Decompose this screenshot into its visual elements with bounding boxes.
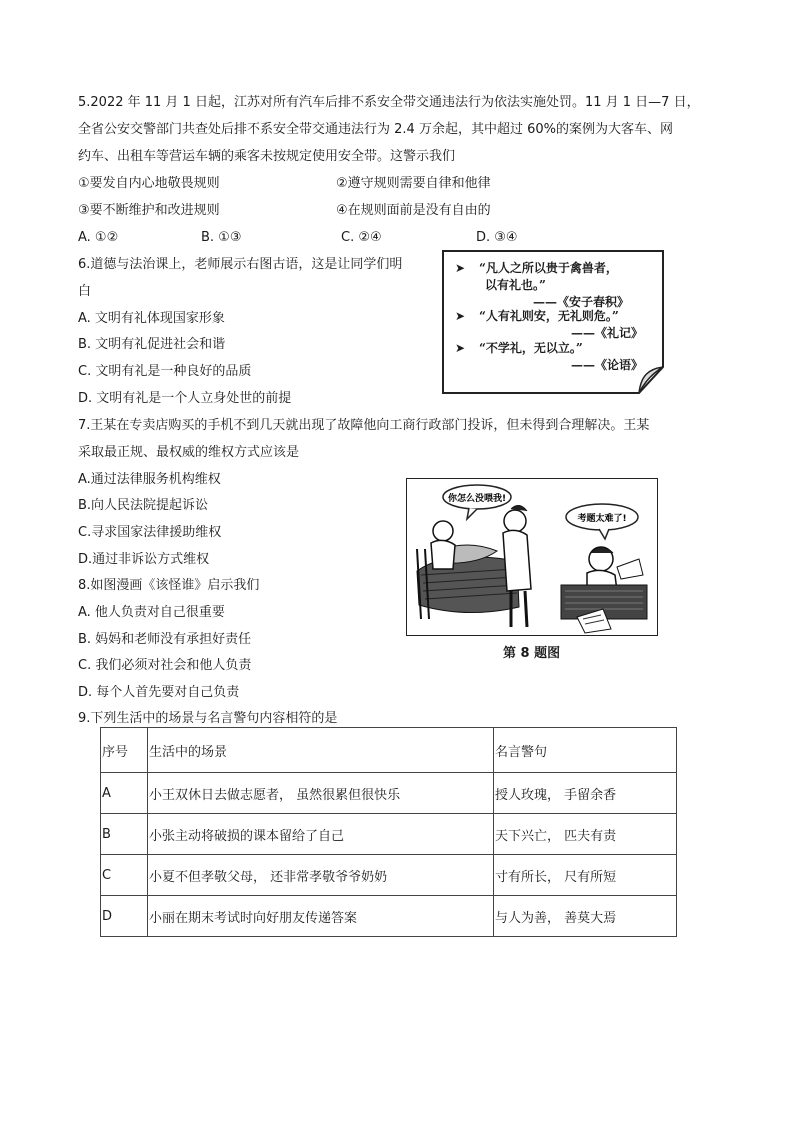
comic-drawing xyxy=(407,479,657,635)
q5-statement-3: ③要不断维护和改进规则 xyxy=(78,203,220,218)
q7-option-b: B.向人民法院提起诉讼 xyxy=(78,498,209,513)
table-row xyxy=(101,814,677,855)
quote-3-source: ——《论语》 xyxy=(571,358,644,372)
q5-option-c: C. ②④ xyxy=(341,230,382,245)
q7-stem-line1: 7.王某在专卖店购买的手机不到几天就出现了故障他向工商行政部门投诉，但未得到合理解决。王某 xyxy=(78,418,650,433)
q6-stem-line1: 6.道德与法治课上，老师展示右图古语，这是让同学们明 xyxy=(78,257,403,272)
arrow-bullet-icon: ➤ xyxy=(455,261,466,275)
q5-option-d: D. ③④ xyxy=(476,230,518,245)
row-label: A xyxy=(101,773,148,814)
q5-stem-line1: 5.2022 年 11 月 1 日起，江苏对所有汽车后排不系安全带交通违法行为依法实施处罚。11 月 1 日—7 日， xyxy=(78,95,700,110)
q5-stem-line2: 全省公安交警部门共查处后排不系安全带交通违法行为 2.4 万余起，其中超过 60%的案例为大客车、网 xyxy=(78,122,673,137)
q7-option-d: D.通过非诉讼方式维权 xyxy=(78,552,210,567)
scene-quote-table xyxy=(100,727,677,937)
row-label: C xyxy=(101,855,148,896)
scene-cell: 小张主动将破损的课本留给了自己 xyxy=(148,814,494,855)
q8-option-b: B. 妈妈和老师没有承担好责任 xyxy=(78,632,252,647)
q8-option-d: D. 每个人首先要对自己负责 xyxy=(78,685,240,700)
left-bubble-text: 你怎么没喂我! xyxy=(447,494,507,504)
comic-caption: 第 8 题图 xyxy=(503,646,561,661)
row-label: D xyxy=(101,896,148,937)
header-cell: 名言警句 xyxy=(494,728,677,773)
q5-statement-1: ①要发自内心地敬畏规则 xyxy=(78,176,220,191)
q6-option-a: A. 文明有礼体现国家形象 xyxy=(78,311,225,326)
q6-option-b: B. 文明有礼促进社会和谐 xyxy=(78,337,226,352)
arrow-bullet-icon: ➤ xyxy=(455,341,466,355)
header-cell: 序号 xyxy=(101,728,148,773)
quote-3-line1: “不学礼，无以立。” xyxy=(479,341,583,355)
table-row xyxy=(101,855,677,896)
q5-statement-2: ②遵守规则需要自律和他律 xyxy=(336,176,491,191)
quote-2-source: ——《礼记》 xyxy=(571,326,644,340)
table-row xyxy=(101,773,677,814)
q9-stem: 9.下列生活中的场景与名言警句内容相符的是 xyxy=(78,711,338,726)
scene-cell: 小丽在期末考试时向好朋友传递答案 xyxy=(148,896,494,937)
scene-cell: 小夏不但孝敬父母， 还非常孝敬爷爷奶奶 xyxy=(148,855,494,896)
ancient-quotes-card xyxy=(441,249,667,396)
q7-option-a: A.通过法律服务机构维权 xyxy=(78,472,221,487)
quote-cell: 授人玫瑰， 手留余香 xyxy=(494,773,677,814)
q6-option-c: C. 文明有礼是一种良好的品质 xyxy=(78,364,252,379)
q8-option-a: A. 他人负责对自己很重要 xyxy=(78,605,225,620)
row-label: B xyxy=(101,814,148,855)
arrow-bullet-icon: ➤ xyxy=(455,309,466,323)
table-row xyxy=(101,896,677,937)
quote-cell: 天下兴亡， 匹夫有责 xyxy=(494,814,677,855)
q6-option-d: D. 文明有礼是一个人立身处世的前提 xyxy=(78,391,292,406)
q8-stem: 8.如图漫画《该怪谁》启示我们 xyxy=(78,578,260,593)
q7-stem-line2: 采取最正规、最权威的维权方式应该是 xyxy=(78,445,300,460)
quote-2-line1: “人有礼则安，无礼则危。” xyxy=(479,309,619,323)
quote-cell: 与人为善， 善莫大焉 xyxy=(494,896,677,937)
q8-option-c: C. 我们必须对社会和他人负责 xyxy=(78,658,252,673)
quote-1-line2: 以有礼也。” xyxy=(485,278,546,292)
scene-cell: 小王双休日去做志愿者， 虽然很累但很快乐 xyxy=(148,773,494,814)
quote-1-source: ——《安子春积》 xyxy=(533,295,630,309)
table-header-row xyxy=(101,728,677,773)
q5-statement-4: ④在规则面前是没有自由的 xyxy=(336,203,491,218)
q7-option-c: C.寻求国家法律援助维权 xyxy=(78,525,222,540)
quote-cell: 寸有所长， 尺有所短 xyxy=(494,855,677,896)
q6-stem-line2: 白 xyxy=(78,284,92,299)
quote-1-line1: “凡人之所以贵于禽兽者， xyxy=(479,261,618,275)
header-cell: 生活中的场景 xyxy=(148,728,494,773)
comic-who-to-blame xyxy=(406,478,658,636)
right-bubble-text: 考题太难了! xyxy=(577,514,627,524)
q5-option-a: A. ①② xyxy=(78,230,119,245)
q5-stem-line3: 约车、出租车等营运车辆的乘客未按规定使用安全带。这警示我们 xyxy=(78,149,456,164)
q5-option-b: B. ①③ xyxy=(201,230,242,245)
